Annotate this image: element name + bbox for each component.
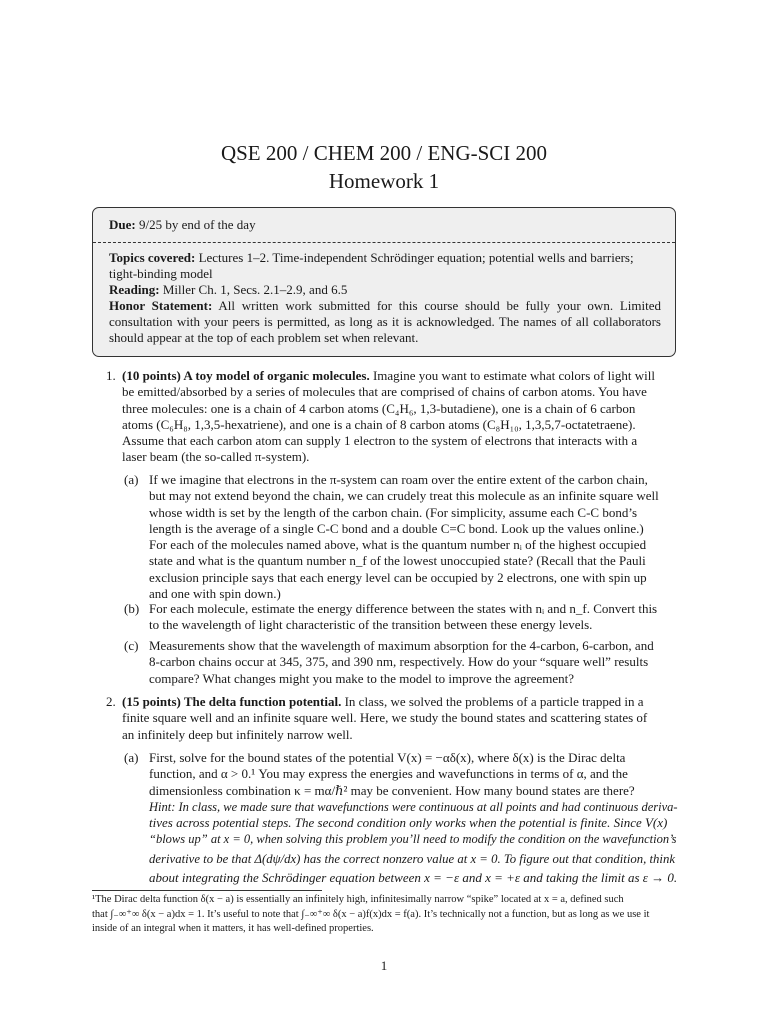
honor-text: All written work submitted for this course should be fully your own. Limited consultation with your peers is permitted, as long as it is acknowledged. The names of all collaborators should appear at the top of each problem set when relevant.	[109, 298, 661, 345]
problem-1-intro-line: atoms (C₆H₈, 1,3,5-hexatriene), and one is a chain of 8 carbon atoms (C₈H₁₀, 1,3,5,7-octatetraene).	[122, 416, 636, 432]
problem-1b-line: to the wavelength of light characteristic of the transition between these energy levels.	[149, 617, 593, 633]
problem-2a-line: dimensionless combination κ = mα/ℏ² may be convenient. How many bound states are there?	[149, 782, 635, 798]
dashed-divider	[93, 242, 675, 243]
problem-1-intro-line: three molecules: one is a chain of 4 carbon atoms (C₄H₆, 1,3-butadiene), one is a chain of 6 carbon	[122, 400, 636, 416]
problem-1-heading-line	[122, 368, 678, 384]
problem-2-intro	[122, 694, 678, 743]
topics-label: Topics covered:	[109, 250, 196, 265]
document-subtitle: Homework 1	[328, 169, 440, 193]
problem-2a-line: function, and α > 0.¹ You may express the energies and wavefunctions in terms of α, and the	[149, 766, 628, 782]
due-text: 9/25 by end of the day	[135, 217, 256, 232]
problem-1c-label: (c)	[124, 638, 139, 653]
problem-2-heading-line	[122, 694, 678, 710]
problem-2a-line: First, solve for the bound states of the potential V(x) = −αδ(x), where δ(x) is the Dirac delta	[149, 750, 626, 765]
problem-1a-label: (a)	[124, 472, 139, 487]
reading-text: Miller Ch. 1, Secs. 2.1–2.9, and 6.5	[159, 282, 348, 297]
problem-1a-line: exclusion principle says that each energy level can be occupied by 2 electrons, one with spin up	[149, 569, 647, 585]
problem-1a-line: whose width is set by the length of the carbon chain. (For simplicity, assume each C-C bond’s	[149, 504, 638, 520]
topics-line	[109, 250, 661, 282]
problem-2-title: The delta function potential.	[180, 694, 342, 709]
reading-line	[109, 282, 661, 298]
problem-1-intro	[122, 368, 678, 466]
problem-1c-text	[149, 638, 679, 687]
problem-2-intro-line: In class, we solved the problems of a particle trapped in a	[344, 694, 644, 709]
problem-1a-line: For each of the molecules named above, what is the quantum number nᵢ of the highest occupied	[149, 537, 647, 553]
problem-2a-text	[149, 750, 679, 886]
problem-2-points: (15 points)	[122, 694, 181, 709]
honor-line	[109, 298, 661, 346]
problem-2-intro-line: finite square well and an infinite square well. Here, we study the bound states and scattering states of	[122, 710, 648, 726]
due-label: Due:	[109, 217, 136, 232]
problem-1a-line: but may not extend beyond the chain, we can crudely treat this molecule as an infinite square well	[149, 488, 659, 504]
problem-1-points: (10 points)	[122, 368, 181, 383]
honor-label: Honor Statement:	[109, 298, 213, 313]
problem-2-intro-line: an infinitely deep but infinitely narrow well.	[122, 726, 353, 742]
page-number: 1	[380, 958, 388, 973]
reading-label: Reading:	[109, 282, 160, 297]
footnote-line: inside of an integral when it matters, it has well-defined properties.	[92, 923, 374, 934]
topics-text: Lectures 1–2. Time-independent Schrödinger equation; potential wells and barriers; tight-binding model	[109, 250, 634, 281]
footnote	[92, 893, 678, 937]
problem-2-number: 2.	[106, 694, 116, 709]
problem-1-intro-line: laser beam (the so-called π-system).	[122, 449, 310, 465]
problem-1-intro-line: Imagine you want to estimate what colors of light will	[372, 368, 655, 383]
problem-1-title: A toy model of organic molecules.	[180, 368, 370, 383]
problem-1b-text	[149, 601, 679, 634]
problem-1c-line: 8-carbon chains occur at 345, 375, and 390 nm, respectively. How do your “square well” results	[149, 654, 649, 670]
info-box	[92, 207, 676, 357]
problem-1a-line: state and what is the quantum number n_f of the lowest unoccupied state? (Recall that the Pauli	[149, 553, 646, 569]
problem-1a-text	[149, 472, 679, 602]
problem-1-intro-line: Assume that each carbon atom can supply 1 electron to the system of electrons that interacts with a	[122, 433, 638, 449]
problem-1a-line: If we imagine that electrons in the π-system can roam over the entire extent of the carbon chain,	[149, 472, 648, 487]
problem-1-number: 1.	[106, 368, 116, 383]
due-line	[109, 216, 256, 233]
problem-2a-label: (a)	[124, 750, 139, 765]
problem-2a-hint-line: tives across potential steps. The second condition only works when the potential is finite. Since V(x)	[149, 815, 668, 831]
problem-1c-line: Measurements show that the wavelength of maximum absorption for the 4-carbon, 6-carbon, and	[149, 638, 654, 653]
problem-1a-line: length is the average of a single C-C bond and a double C=C bond. Look up the values online.)	[149, 520, 644, 536]
problem-1-intro-line: be emitted/absorbed by a series of molecules that are comprised of chains of carbon atoms. You have	[122, 384, 647, 400]
problem-1c-line: compare? What changes might you make to the model to improve the agreement?	[149, 670, 575, 686]
footnote-line: that ∫₋∞⁺∞ δ(x − a)dx = 1. It’s useful to note that ∫₋∞⁺∞ δ(x − a)f(x)dx = f(a). It’s technically not a function, but as long as we use it	[92, 908, 650, 920]
problem-1a-line: and one with spin down.)	[149, 586, 281, 602]
problem-1b-line: For each molecule, estimate the energy difference between the states with nᵢ and n_f. Convert this	[149, 601, 658, 616]
topics-block	[109, 250, 661, 346]
problem-2a-hint-line: Hint: In class, we made sure that wavefunctions were continuous at all points and had continuous deriva-	[149, 799, 678, 814]
footnote-rule	[92, 890, 322, 891]
problem-2a-hint-line: derivative to be that Δ(dψ/dx) has the correct nonzero value at x = 0. To figure out that condition, think	[149, 851, 676, 866]
problem-2a-hint-line: “blows up” at x = 0, when solving this problem you’ll need to modify the condition on the wavefunction’s	[149, 832, 677, 847]
footnote-line: ¹The Dirac delta function δ(x − a) is essentially an infinitely high, infinitesimally narrow “spike” located at x = a, defined such	[92, 894, 624, 905]
document-title: QSE 200 / CHEM 200 / ENG-SCI 200	[220, 141, 548, 165]
problem-1b-label: (b)	[124, 601, 140, 616]
problem-2a-hint-line: about integrating the Schrödinger equation between x = −ε and x = +ε and taking the limit as ε → 0.	[149, 870, 678, 886]
